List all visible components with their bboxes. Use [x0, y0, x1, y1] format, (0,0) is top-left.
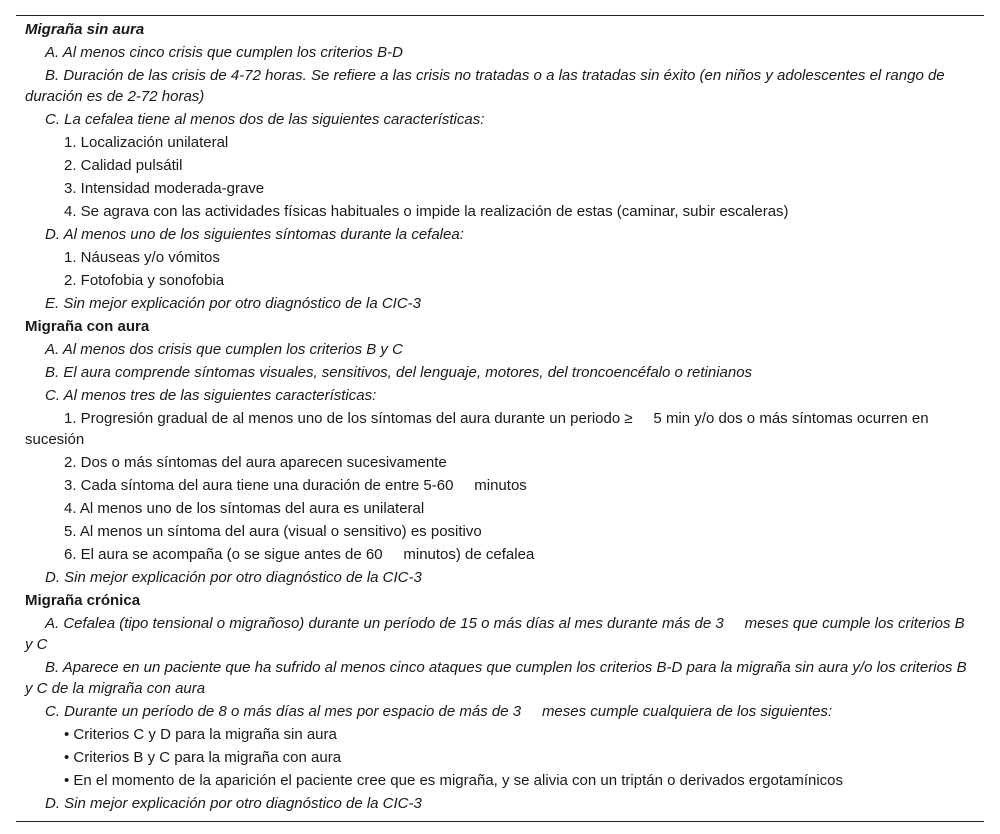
- criterion-item-row: 4. Al menos uno de los síntomas del aura es unilateral: [64, 500, 425, 517]
- criterion-row: D. Sin mejor explicación por otro diagnóstico de la CIC-3: [45, 795, 422, 812]
- criteria-table-body: [16, 19, 984, 814]
- criterion-row: E. Sin mejor explicación por otro diagnóstico de la CIC-3: [45, 295, 422, 312]
- criterion-row: A. Cefalea (tipo tensional o migrañoso) durante un período de 15 o más días al mes durante más de 3 meses que cumple los criterios B y C: [25, 615, 965, 653]
- criterion-item-row: 5. Al menos un síntoma del aura (visual o sensitivo) es positivo: [64, 523, 482, 540]
- criterion-item-row: • Criterios B y C para la migraña con aura: [64, 749, 342, 766]
- criterion-item-row: 2. Calidad pulsátil: [64, 157, 183, 174]
- criteria-table: [16, 15, 984, 822]
- criterion-item-row: • En el momento de la aparición el paciente cree que es migraña, y se alivia con un triptán o derivados ergotamínicos: [64, 772, 844, 789]
- criterion-item-row: 2. Fotofobia y sonofobia: [64, 272, 225, 289]
- section-title: Migraña sin aura: [25, 21, 145, 38]
- criterion-item-row: 6. El aura se acompaña (o se sigue antes de 60 minutos) de cefalea: [64, 546, 535, 563]
- section-title: Migraña crónica: [25, 592, 141, 609]
- criterion-item-row: 3. Intensidad moderada-grave: [64, 180, 265, 197]
- criterion-item-row: 3. Cada síntoma del aura tiene una duración de entre 5-60 minutos: [64, 477, 527, 494]
- criterion-item-row: 1. Localización unilateral: [64, 134, 229, 151]
- criterion-item-row: 1. Náuseas y/o vómitos: [64, 249, 220, 266]
- criterion-row: A. Al menos cinco crisis que cumplen los criterios B-D: [45, 44, 403, 61]
- criterion-row: A. Al menos dos crisis que cumplen los criterios B y C: [45, 341, 403, 358]
- criterion-row: C. Al menos tres de las siguientes características:: [45, 387, 377, 404]
- criterion-row: B. Aparece en un paciente que ha sufrido al menos cinco ataques que cumplen los criterios B-D para la migraña sin aura y/o los criterios B y C de la migraña con aura: [25, 659, 967, 697]
- criterion-row: D. Sin mejor explicación por otro diagnóstico de la CIC-3: [45, 569, 422, 586]
- criterion-row: C. Durante un período de 8 o más días al mes por espacio de más de 3 meses cumple cualquiera de los siguientes:: [45, 703, 833, 720]
- criterion-row: B. Duración de las crisis de 4-72 horas. Se refiere a las crisis no tratadas o a las tratadas sin éxito (en niños y adolescentes el rango de duración es de 2-72 horas): [25, 67, 945, 105]
- criterion-row: D. Al menos uno de los siguientes síntomas durante la cefalea:: [45, 226, 464, 243]
- section-title: Migraña con aura: [25, 318, 150, 335]
- criterion-item-row: 4. Se agrava con las actividades físicas habituales o impide la realización de estas (caminar, subir escaleras): [64, 203, 789, 220]
- criterion-item-row: • Criterios C y D para la migraña sin aura: [64, 726, 337, 743]
- criterion-item-row: 2. Dos o más síntomas del aura aparecen sucesivamente: [64, 454, 447, 471]
- criterion-item-row: 1. Progresión gradual de al menos uno de los síntomas del aura durante un periodo ≥ 5 min y/o dos o más síntomas ocurren en sucesión: [25, 410, 929, 448]
- criterion-row: C. La cefalea tiene al menos dos de las siguientes características:: [45, 111, 485, 128]
- criterion-row: B. El aura comprende síntomas visuales, sensitivos, del lenguaje, motores, del troncoencéfalo o retinianos: [45, 364, 753, 381]
